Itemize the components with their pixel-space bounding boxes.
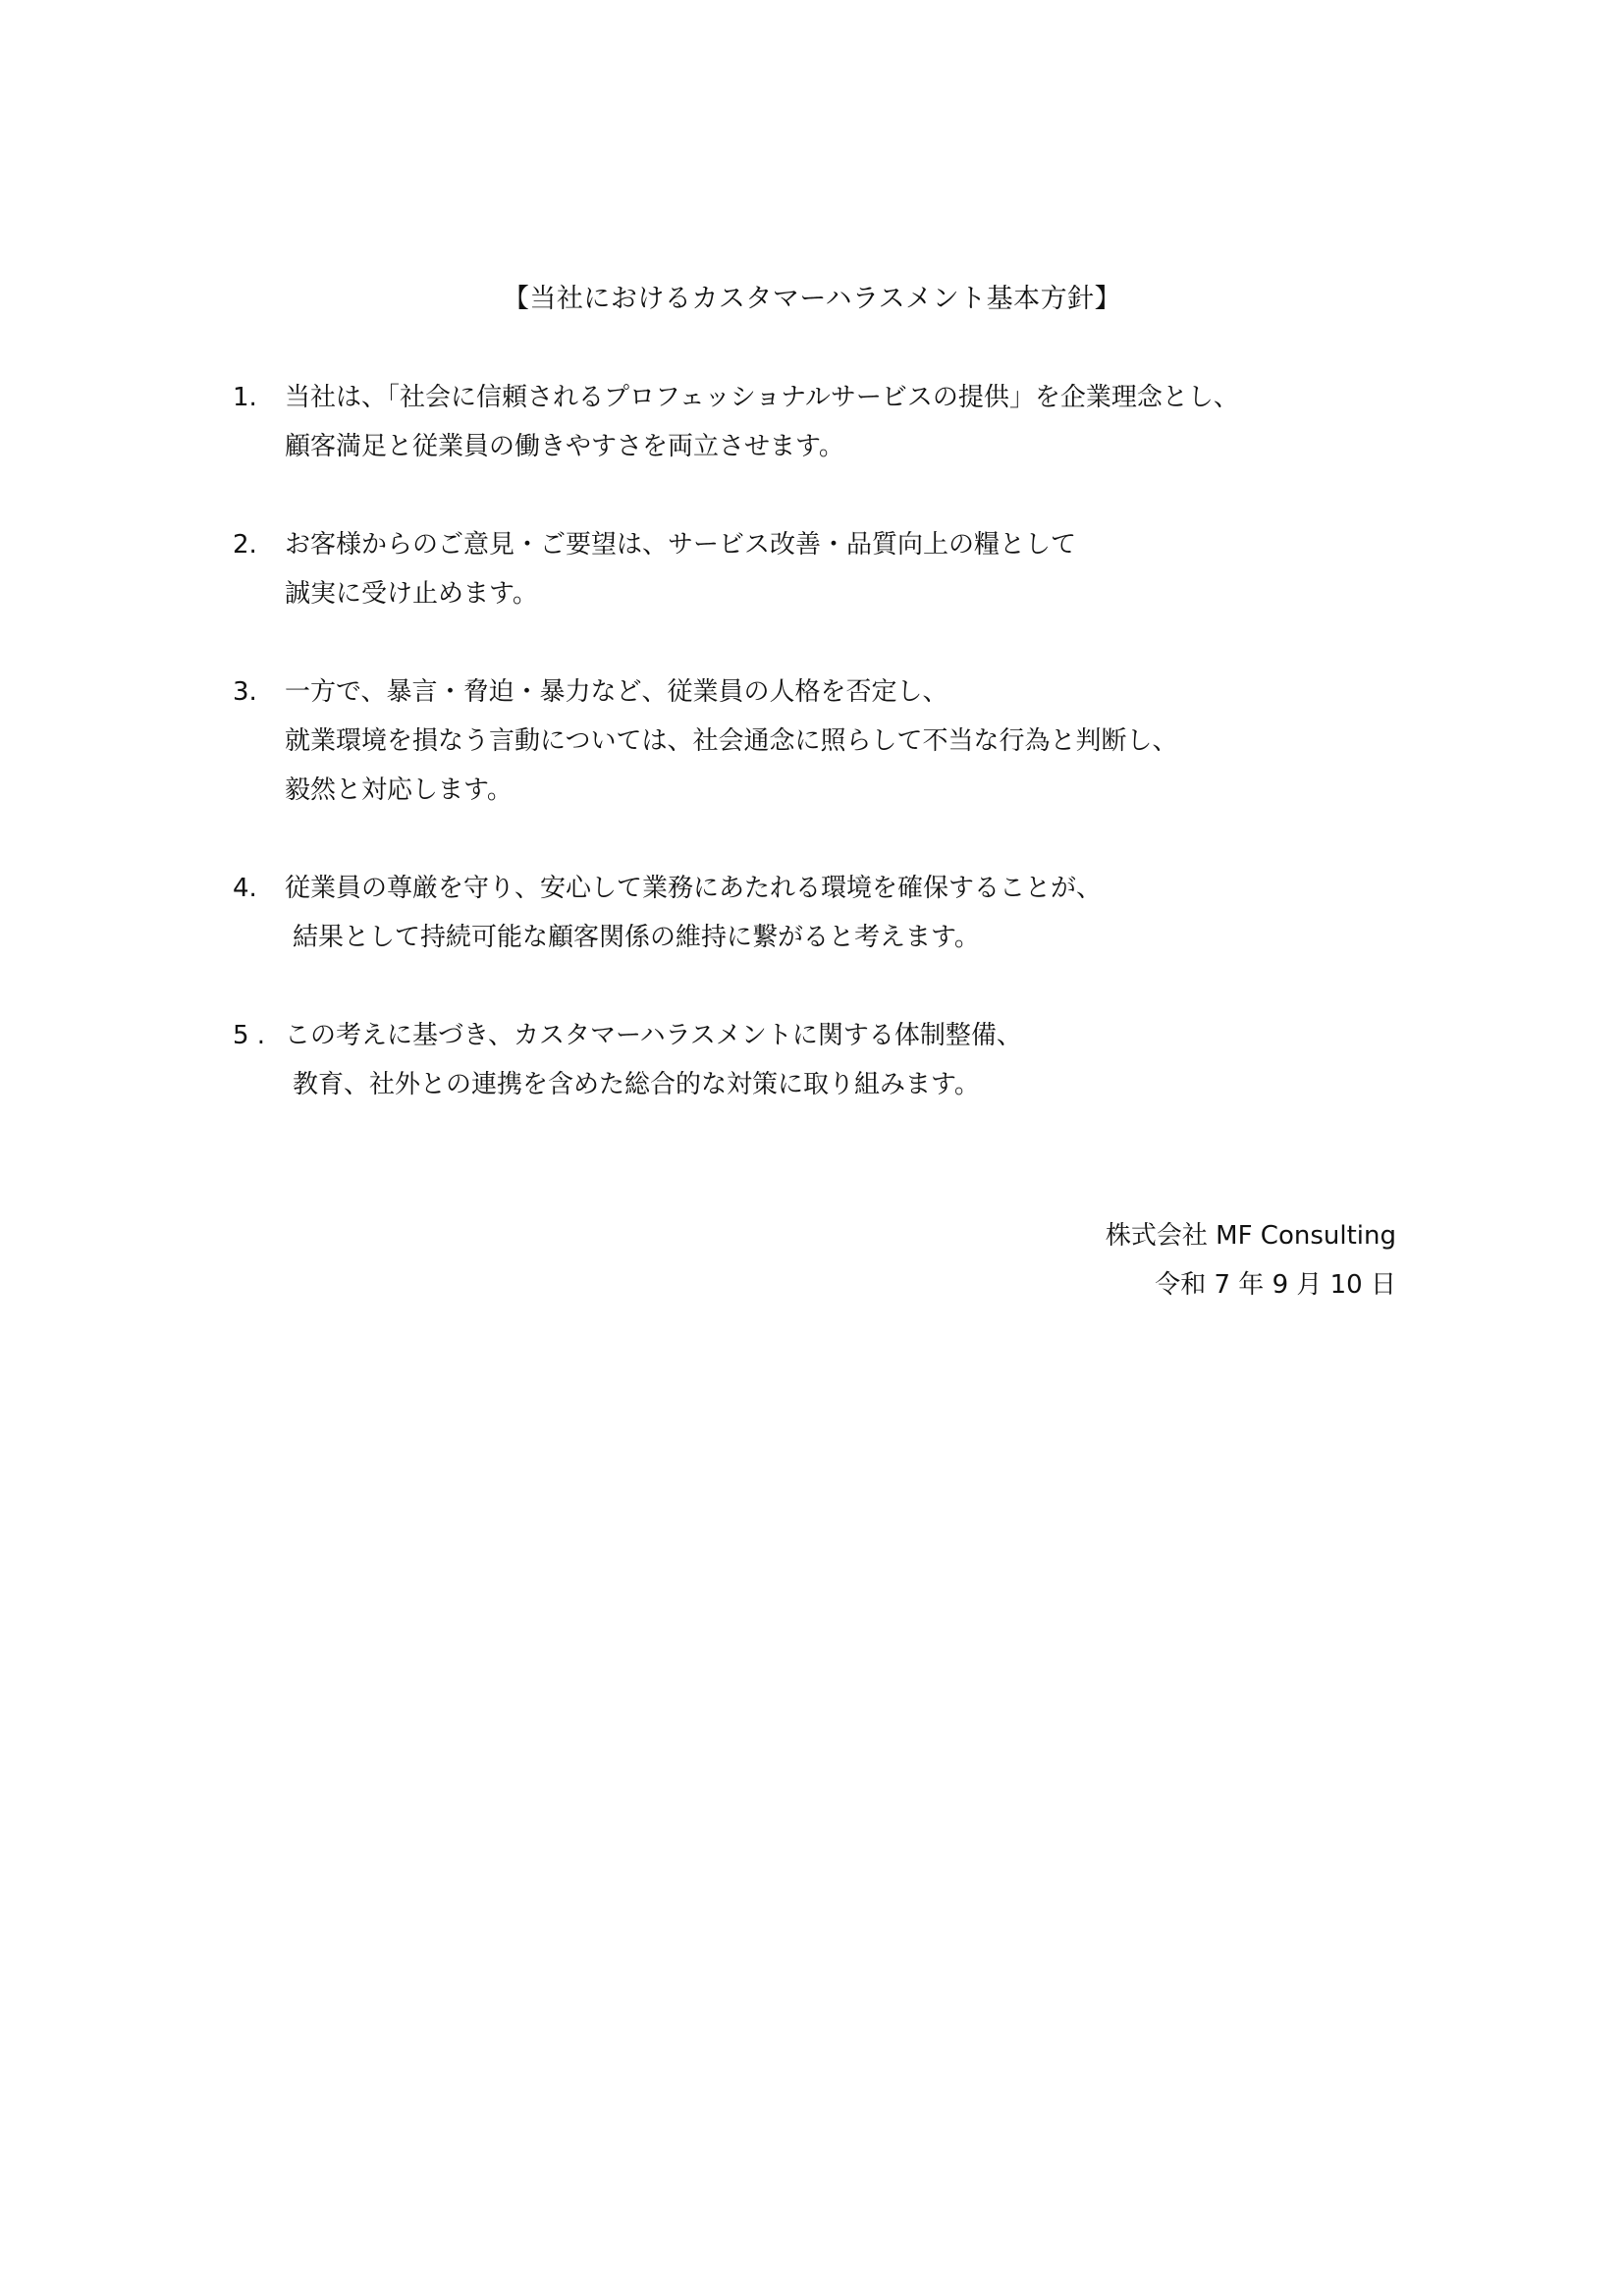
item-number: 3.	[233, 677, 257, 707]
item-number: 4.	[233, 874, 257, 903]
item-number: 2.	[233, 530, 257, 560]
item-text-line: 一方で、暴言・脅迫・暴力など、従業員の人格を否定し、	[285, 677, 948, 707]
item-text-line: 教育、社外との連携を含めた総合的な対策に取り組みます。	[293, 1070, 980, 1099]
item-text-line: お客様からのご意見・ご要望は、サービス改善・品質向上の糧として	[285, 530, 1077, 560]
page-title: 【当社におけるカスタマーハラスメント基本方針】	[502, 284, 1122, 314]
item-number: 5 .	[233, 1021, 266, 1050]
item-text-line: 結果として持続可能な顧客関係の維持に繋がると考えます。	[293, 923, 980, 952]
item-text-line: この考えに基づき、カスタマーハラスメントに関する体制整備、	[285, 1021, 1022, 1050]
item-text-line: 毅然と対応します。	[285, 775, 513, 805]
item-text-line: 顧客満足と従業員の働きやすさを両立させます。	[285, 432, 844, 461]
item-number: 1.	[233, 383, 257, 412]
item-text-line: 従業員の尊厳を守り、安心して業務にあたれる環境を確保することが、	[285, 874, 1103, 903]
item-text-line: 誠実に受け止めます。	[285, 579, 538, 609]
item-text-line: 就業環境を損なう言動については、社会通念に照らして不当な行為と判断し、	[285, 726, 1178, 756]
document-date: 令和 7 年 9 月 10 日	[1155, 1270, 1396, 1300]
item-text-line: 当社は、「社会に信頼されるプロフェッショナルサービスの提供」を企業理念とし、	[285, 383, 1239, 412]
signature-block	[1106, 1211, 1396, 1309]
company-name: 株式会社 MF Consulting	[1105, 1221, 1396, 1251]
